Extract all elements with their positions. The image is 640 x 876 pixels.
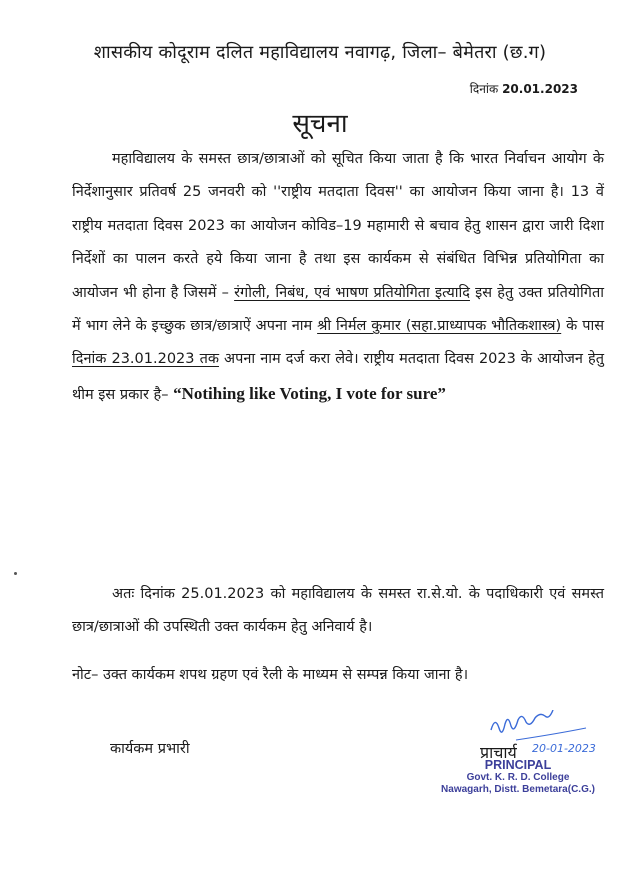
paragraph-main: [72, 143, 604, 412]
attendance-text: अतः दिनांक 25.01.2023 को महाविद्यालय के समस्त रा.से.यो. के पदाधिकारी एवं समस्त छात्र/छात्राओं की उपस्थिती उक्त कार्यकम हेतु अनिवार्य है।: [72, 586, 604, 636]
scan-speck: [14, 572, 17, 575]
program-incharge-label: कार्यकम प्रभारी: [110, 741, 190, 757]
principal-seal: [433, 758, 603, 796]
notice-body: [72, 143, 604, 412]
notice-date: [470, 80, 578, 97]
theme-text: “Notihing like Voting, I vote for sure”: [173, 383, 446, 403]
institution-header: शासकीय कोदूराम दलित महाविद्यालय नवागढ़, जिला– बेमेतरा (छ.ग): [93, 42, 547, 63]
body-text-part: महाविद्यालय के समस्त छात्र/छात्राओं को सूचित किया जाता है कि भारत निर्वाचन आयोग के निर्देशानुसार प्रतिवर्ष 25 जनवरी को ''राष्ट्रीय मतदाता दिवस'' का आयोजन किया जाना है। 13 वें राष्ट्रीय मतदाता दिवस 2023 का आयोजन कोविड–19 महामारी से बचाव हेतु शासन द्वारा जारी दिशा निर्देशों का पालन करते हये किया जाना है तथा इस कार्यकम से संबंधित विभिन्न प्रतियोगिता का आयोजन भी होना है जिसमें –: [72, 151, 604, 301]
seal-address: Nawagarh, Distt. Bemetara(C.G.): [441, 784, 595, 795]
contact-person: श्री निर्मल कुमार (सहा.प्राध्यापक भौतिकशास्त्र): [317, 318, 562, 335]
attendance-paragraph: [72, 578, 604, 645]
principal-hindi-label: प्राचार्य: [480, 743, 517, 762]
signature-date: 20-01-2023: [532, 742, 596, 755]
registration-deadline: दिनांक 23.01.2023 तक: [72, 351, 219, 368]
date-value: 20.01.2023: [502, 82, 578, 96]
seal-college: Govt. K. R. D. College: [466, 772, 570, 783]
body-text-part: इस हेतु उक्त प्रतियोगिता में भाग लेने के इच्छुक छात्र/छात्राऐं अपना नाम: [72, 284, 604, 335]
body-text-part: के पास: [561, 318, 604, 335]
seal-title: PRINCIPAL: [484, 758, 552, 772]
note-text: नोट– उक्त कार्यकम शपथ ग्रहण एवं रैली के माध्यम से सम्पन्न किया जाना है।: [72, 667, 469, 683]
date-label: दिनांक: [469, 82, 499, 96]
competitions-list: रंगोली, निबंध, एवं भाषण प्रतियोगिता इत्यादि: [234, 284, 470, 301]
notice-title: सूचना: [292, 109, 348, 139]
body-text-part: अपना नाम दर्ज करा लेवे। राष्ट्रीय मतदाता दिवस 2023 के आयोजन हेतु थीम इस प्रकार है–: [72, 351, 604, 403]
